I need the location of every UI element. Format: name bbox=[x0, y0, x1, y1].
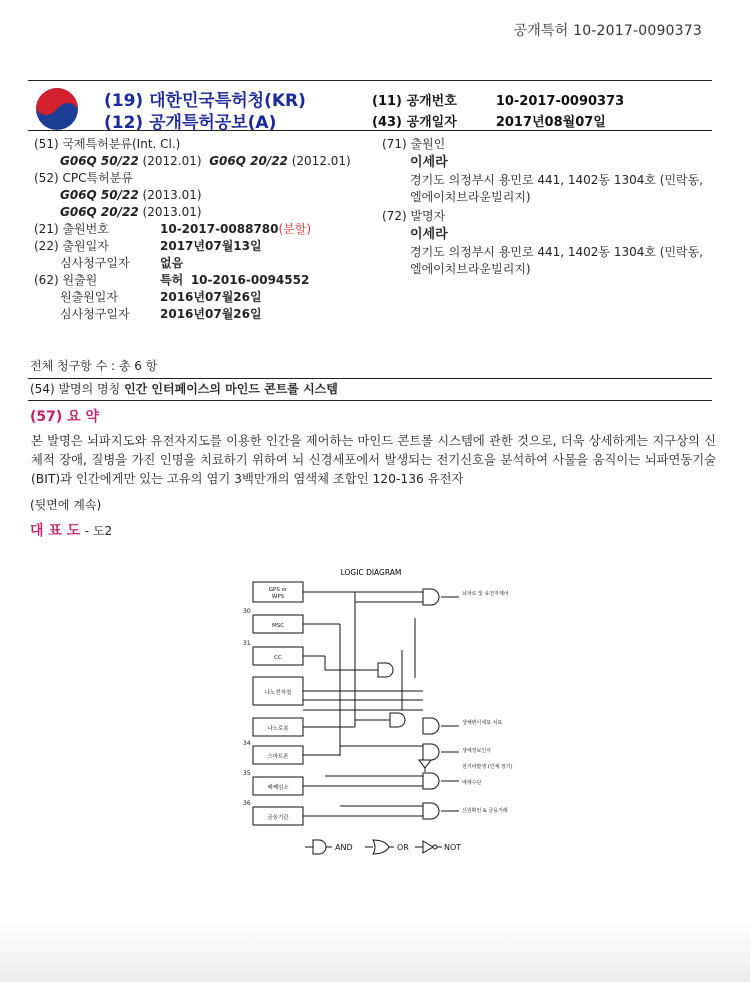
and-gate-3 bbox=[390, 713, 405, 727]
bibliographic-left bbox=[34, 136, 374, 323]
output-electric-wave: 전기파발생 (인체 장기) bbox=[462, 764, 513, 770]
legend-and: AND bbox=[335, 843, 353, 852]
inventor-heading: (72) 발명자 bbox=[382, 209, 446, 223]
applicant-name: 이세라 bbox=[410, 155, 448, 170]
applicant-address: 경기도 의정부시 용민로 441, 1402동 1304호 (민락동, 엘에이치브라운빌리지) bbox=[410, 173, 704, 204]
and-gate-5 bbox=[423, 744, 439, 760]
and-gate-7 bbox=[423, 803, 439, 819]
header-rule-bottom bbox=[28, 130, 712, 131]
issuing-office: (19) 대한민국특허청(KR) bbox=[104, 91, 306, 111]
cpc-row-1: G06Q 50/22 (2013.01) bbox=[60, 188, 202, 202]
box-label-finance: 금융기관 bbox=[267, 815, 289, 821]
title-rule-top bbox=[28, 378, 712, 379]
abstract-heading: (57) 요 약 bbox=[30, 409, 100, 425]
cpc-row-2: G06Q 20/22 (2013.01) bbox=[60, 205, 202, 219]
ipc-row: G06Q 50/22 (2012.01) G06Q 20/22 (2012.01) bbox=[60, 154, 351, 168]
exam-request-row-1: 심사청구일자 없음 bbox=[60, 256, 184, 270]
abstract-text: 본 발명은 뇌파지도와 유전자지도를 이용한 인간을 제어하는 마인드 콘트롤 시스템에 관한 것으로, 더욱 상세하게는 지구상의 신체적 장애, 질병을 가진 인명을 치료하기 위하여 뇌 신경세포에서 발생되는 전기신호을 분석하여 사물을 움직이는 뇌파연동기술(BIT)과 인간에게만 있는 고유의 염기 3백만개의 염색체 조합인 120-136 유전자 bbox=[31, 434, 716, 486]
box-label-gps-1: GPS or bbox=[268, 587, 288, 593]
applicant-heading: (71) 출원인 bbox=[382, 137, 446, 151]
ref-30: 30 bbox=[243, 608, 251, 615]
cpc-heading: (52) CPC특허분류 bbox=[34, 171, 133, 185]
continued-note: (뒷면에 계속) bbox=[30, 498, 102, 512]
publication-number-top: 공개특허 10-2017-0090373 bbox=[513, 23, 702, 39]
kipo-logo bbox=[34, 86, 80, 132]
output-identity-finance: 신원확인 & 금융거래 bbox=[462, 808, 508, 814]
and-gate-1 bbox=[423, 589, 439, 605]
and-gate-2 bbox=[378, 663, 393, 677]
title-rule-bottom bbox=[28, 400, 712, 401]
output-exclusion: 배제수단 bbox=[462, 780, 482, 786]
original-date-row: 원출원일자 2016년07월26일 bbox=[60, 290, 262, 304]
publication-number-row: (11) 공개번호 10-2017-0090373 bbox=[372, 94, 625, 109]
representative-figure: 대 표 도 - 도2 bbox=[30, 523, 113, 539]
box-label-gps-2: WPS bbox=[271, 594, 285, 600]
ref-36: 36 bbox=[243, 800, 251, 807]
ref-34: 34 bbox=[243, 740, 251, 747]
output-cell-treatment: 생체변이세포 치료 bbox=[462, 720, 503, 726]
bibliographic-right bbox=[382, 136, 712, 278]
box-label-msc: MSC bbox=[271, 623, 285, 629]
exam-request-row-2: 심사청구일자 2016년07월26일 bbox=[60, 307, 262, 321]
box-label-nanochip: 나노전자칩 bbox=[264, 690, 292, 696]
invention-title-row: (54) 발명의 명칭 인간 인터페이스의 마인드 콘트롤 시스템 bbox=[30, 382, 338, 396]
publication-type: (12) 공개특허공보(A) bbox=[104, 113, 277, 133]
output-bio-recognition: 생체정보인식 bbox=[462, 748, 491, 754]
header-rule-top bbox=[28, 80, 712, 81]
ref-35: 35 bbox=[243, 770, 251, 777]
ref-31: 31 bbox=[243, 640, 251, 647]
logic-diagram bbox=[215, 560, 515, 860]
legend-not: NOT bbox=[444, 843, 462, 852]
and-gate-6 bbox=[423, 773, 439, 789]
page-bottom-shade bbox=[0, 922, 750, 982]
box-label-smartphone: 스마트폰 bbox=[267, 754, 289, 760]
publication-date-row: (43) 공개일자 2017년08월07일 bbox=[372, 115, 606, 130]
diagram-title: LOGIC DIAGRAM bbox=[340, 568, 402, 577]
inventor-address: 경기도 의정부시 용민로 441, 1402동 1304호 (민락동, 엘에이치브라운빌리지) bbox=[410, 245, 704, 276]
and-gate-4 bbox=[423, 718, 439, 734]
legend-or: OR bbox=[397, 843, 409, 852]
output-brain-gene: 뇌파로 및 유전자제어 bbox=[462, 591, 509, 597]
application-date-row: (22) 출원일자 2017년07월13일 bbox=[34, 239, 262, 253]
not-gate bbox=[419, 760, 431, 768]
application-number-row: (21) 출원번호 10-2017-0088780(분할) bbox=[34, 222, 312, 236]
box-label-cc: CC bbox=[274, 655, 282, 661]
original-application-row: (62) 원출원 특허 10-2016-0094552 bbox=[34, 273, 310, 287]
inventor-name: 이세라 bbox=[410, 227, 448, 242]
ipc-heading: (51) 국제특허분류(Int. Cl.) bbox=[34, 137, 181, 151]
claims-total: 전체 청구항 수 : 총 6 항 bbox=[30, 359, 158, 373]
box-label-nanorobot: 나노로봇 bbox=[267, 726, 289, 732]
box-label-exclusion: 배째임소 bbox=[267, 785, 289, 791]
